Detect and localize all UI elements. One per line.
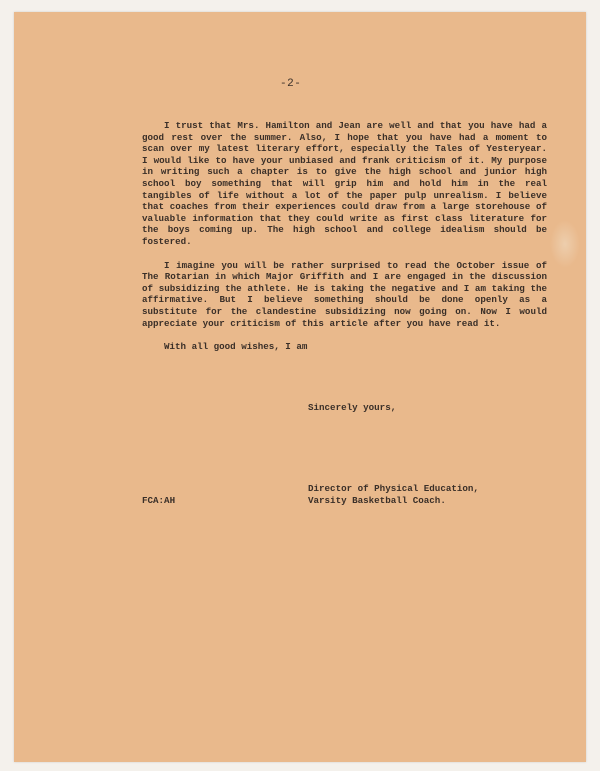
page-number: -2- [280, 78, 302, 90]
letter-body [142, 120, 547, 353]
signature-block [308, 402, 396, 414]
paragraph-2: I imagine you will be rather surprised to read the October issue of The Rotarian in which Major Griffith and I are engaged in the discussion of subsidizing the athlete. He is taking the negative and I am taking the affirmative. But I believe something should be done openly as a substitute for the clandestine subsidizing now going on. Now I would appreciate your criticism of this article after you have read it. [142, 259, 547, 329]
paragraph-1: I trust that Mrs. Hamilton and Jean are well and that you have had a good rest over the summer. Also, I hope that you have had a moment to scan over my latest literary effort, especially the Tales of Yesteryear. I would like to have your unbiased and frank criticism of it. My purpose in writing such a chapter is to give the high school and junior high school boy something that will grip him and hold him in the real tangibles of life without a lot of the paper pulp unrealism. I believe that coaches from their experiences could draw from a large storehouse of valuable information that they could write as first class literature for the boys coming up. The high school and college idealism should be fostered. [142, 120, 547, 247]
signoff: Sincerely yours, [308, 402, 397, 413]
title-line-1: Director of Physical Education, [308, 483, 479, 494]
title-block [308, 483, 479, 507]
paper-stain [550, 220, 580, 268]
title-line-2: Varsity Basketball Coach. [308, 495, 446, 506]
closing-wish: With all good wishes, I am [164, 341, 308, 353]
reference-initials: FCA:AH [142, 495, 176, 506]
